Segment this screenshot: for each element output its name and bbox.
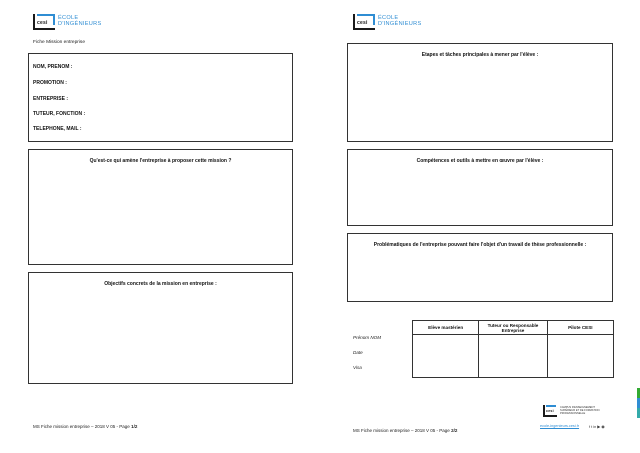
objectives-box (28, 272, 293, 384)
logo-line2-page2: D'INGÉNIEURS (378, 21, 422, 28)
sig-cell-student[interactable] (413, 335, 479, 378)
tasks-box (347, 43, 613, 142)
field-company: ENTREPRISE : (33, 96, 69, 102)
skills-box (347, 149, 613, 226)
sig-cell-pilot[interactable] (547, 335, 613, 378)
field-name: NOM, PRENOM : (33, 64, 73, 70)
sig-label-date: Date (353, 350, 363, 355)
tasks-box-title: Etapes et tâches principales à mener par l'élève : (421, 52, 539, 58)
logo-title-page2 (378, 15, 422, 28)
signature-table (412, 320, 614, 378)
identity-box (28, 53, 293, 142)
cesi-logo-mark (33, 14, 55, 30)
logo-line1-page2: ÉCOLE (378, 15, 399, 21)
field-tutor: TUTEUR, FONCTION : (33, 111, 86, 117)
sig-label-visa: Visa (353, 365, 362, 370)
page1-footer (33, 424, 137, 429)
problems-box (347, 233, 613, 302)
sig-header-pilot: Pilote CESI (547, 321, 613, 335)
sig-cell-tutor[interactable] (479, 335, 547, 378)
logo-title (58, 15, 102, 28)
field-contact: TELEPHONE, MAIL : (33, 126, 82, 132)
corner-logo-text: cesi (546, 409, 554, 413)
skills-box-title: Compétences et outils à mettre en œuvre par l'élève : (416, 158, 544, 164)
logo-mark-text-page2: cesi (357, 20, 368, 26)
logo-line1: ÉCOLE (58, 15, 79, 21)
problems-box-title: Problématiques de l'entreprise pouvant faire l'objet d'un travail de thèse professionnelle : (373, 242, 587, 248)
logo-mark-text: cesi (37, 20, 48, 26)
page1-footer-page: 1/2 (131, 424, 138, 429)
page1-footer-text: MS Fiche mission entreprise – 2018 V 05 - Page (33, 424, 132, 429)
page2-footer-text: MS Fiche mission entreprise – 2018 V 05 - Page (353, 428, 452, 433)
sig-header-student: Elève mastérien (413, 321, 479, 335)
field-promotion: PROMOTION : (33, 80, 67, 86)
corner-url-text[interactable]: ecole-ingenieurs.cesi.fr (540, 424, 580, 428)
reason-box (28, 149, 293, 265)
corner-logo-caption: CAMPUS D'ENSEIGNEMENT SUPÉRIEUR ET DE FORMATION PROFESSIONNELLE (560, 406, 600, 416)
reason-box-title: Qu'est-ce qui amène l'entreprise à proposer cette mission ? (89, 158, 232, 164)
doc-title: Fiche Mission entreprise (33, 40, 85, 45)
cesi-corner-logo (543, 405, 557, 417)
sig-header-tutor: Tuteur ou Responsable Entreprise (479, 321, 547, 335)
sig-label-name: Prénom NOM (353, 335, 382, 340)
page2-footer-page: 2/2 (451, 428, 458, 433)
social-icons[interactable]: f t in ▶ ◉ (589, 425, 605, 429)
page2-footer (353, 428, 457, 433)
logo-line2: D'INGÉNIEURS (58, 21, 102, 28)
objectives-box-title: Objectifs concrets de la mission en entreprise : (104, 281, 217, 287)
cesi-logo-mark-page2 (353, 14, 375, 30)
corner-url[interactable] (540, 424, 579, 428)
